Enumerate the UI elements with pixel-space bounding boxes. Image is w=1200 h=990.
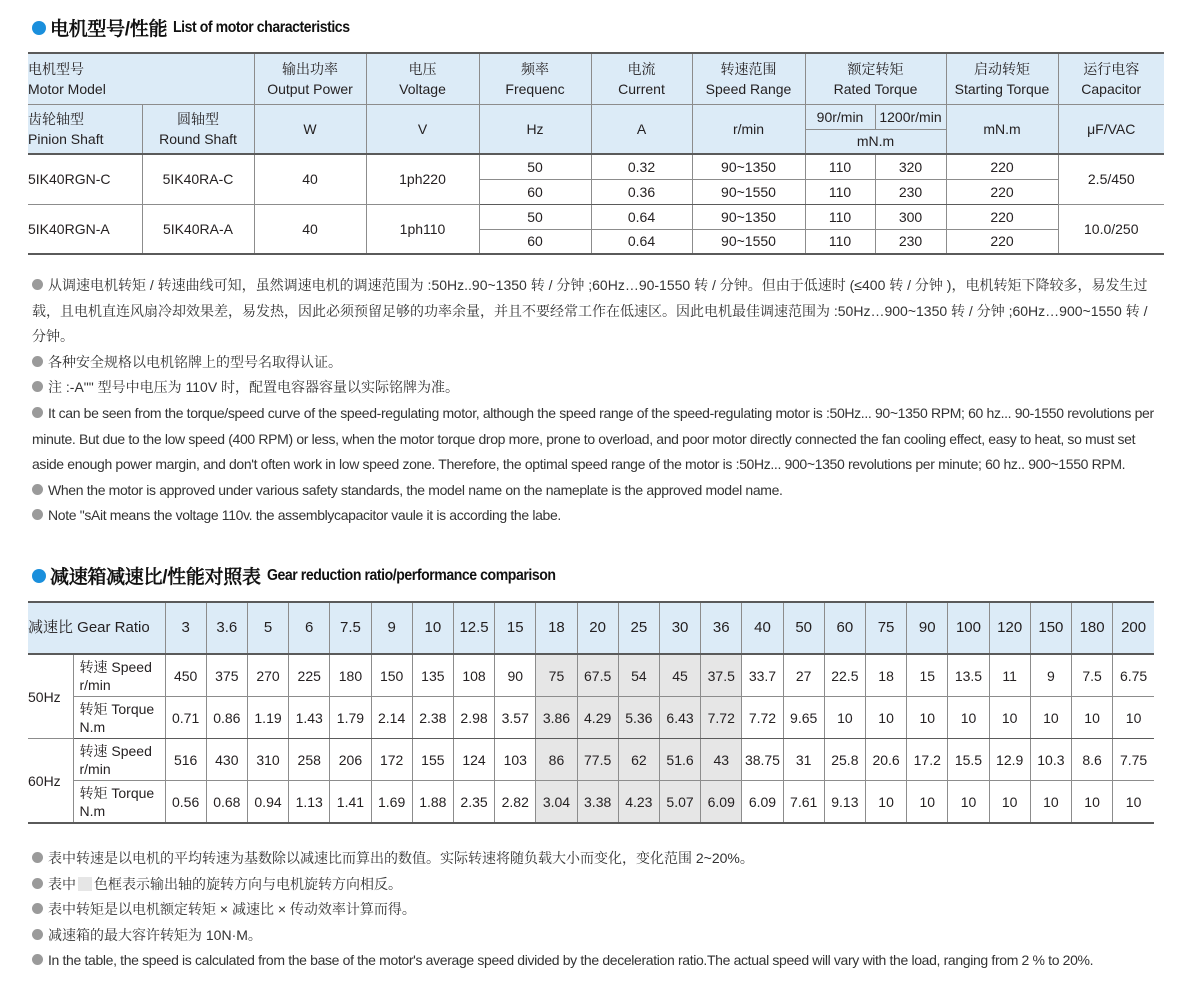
gear-torque-value: 7.72 — [742, 697, 783, 739]
bullet-icon — [32, 381, 43, 392]
header-label-cn: 启动转矩 — [974, 60, 1030, 77]
unit-voltage: V — [366, 104, 479, 154]
gear-speed-value: 258 — [289, 739, 330, 781]
gear-torque-value: 3.38 — [577, 781, 618, 824]
gear-ratio-value: 3 — [165, 602, 206, 654]
note-text: In the table, the speed is calculated from the base of the motor's average speed divided by the deceleration ratio.The actual speed will vary with the load, ranging from 2 % to 20%. — [48, 952, 1094, 969]
header-label-en: Current — [618, 80, 665, 97]
frequency: 50 — [479, 154, 591, 179]
header-row-1 — [28, 53, 1164, 104]
gear-note-5 — [32, 948, 1162, 974]
gear-ratio-value: 30 — [659, 602, 700, 654]
gear-torque-value: 1.69 — [371, 781, 412, 824]
bullet-icon — [32, 852, 43, 863]
gear-speed-value: 8.6 — [1071, 739, 1112, 781]
current: 0.64 — [591, 204, 692, 229]
gear-speed-value: 15.5 — [948, 739, 989, 781]
gear-speed-value: 7.75 — [1113, 739, 1154, 781]
gear-torque-value: 1.88 — [412, 781, 453, 824]
starting-torque: 220 — [946, 229, 1058, 254]
speed-range: 90~1550 — [692, 179, 805, 204]
gear-speed-value: 38.75 — [742, 739, 783, 781]
gear-ratio-value: 120 — [989, 602, 1030, 654]
blue-bullet-icon — [32, 21, 46, 35]
motor-notes — [32, 273, 1162, 529]
round-shaft-model: 5IK40RA-A — [142, 204, 254, 254]
gear-ratio-value: 200 — [1113, 602, 1154, 654]
blue-bullet-icon — [32, 569, 46, 583]
gear-torque-value: 0.68 — [206, 781, 247, 824]
rated-torque-90: 110 — [805, 204, 875, 229]
note-cn-1 — [32, 273, 1162, 350]
section-title-en: List of motor characteristics — [173, 18, 350, 36]
unit-capacitor: μF/VAC — [1058, 104, 1164, 154]
gear-torque-value: 1.13 — [289, 781, 330, 824]
capacitor: 2.5/450 — [1058, 154, 1164, 204]
rated-torque-1200: 230 — [875, 179, 946, 204]
gear-ratio-value: 150 — [1030, 602, 1071, 654]
gear-torque-value: 0.56 — [165, 781, 206, 824]
gear-speed-value: 75 — [536, 654, 577, 697]
voltage: 1ph220 — [366, 154, 479, 204]
gear-speed-value: 155 — [412, 739, 453, 781]
starting-torque: 220 — [946, 154, 1058, 179]
gear-ratio-header-row — [28, 602, 1154, 654]
header-round-shaft — [142, 104, 254, 154]
frequency: 60 — [479, 179, 591, 204]
gear-torque-value: 3.57 — [495, 697, 536, 739]
gear-ratio-value: 50 — [783, 602, 824, 654]
unit-rated-torque: mN.m — [805, 129, 946, 154]
gear-torque-value: 0.71 — [165, 697, 206, 739]
bullet-icon — [32, 929, 43, 940]
header-rated-torque — [805, 53, 946, 104]
speed-unit-text: r/min — [79, 760, 111, 777]
gear-ratio-value: 3.6 — [206, 602, 247, 654]
gear-torque-row — [28, 697, 1154, 739]
speed-range: 90~1550 — [692, 229, 805, 254]
note-text: 表中转速是以电机的平均转速为基数除以减速比而算出的数值。实际转速将随负载大小而变化，变化范围 2~20%。 — [48, 850, 754, 866]
frequency: 60 — [479, 229, 591, 254]
unit-power: W — [254, 104, 366, 154]
header-label-en: Speed Range — [705, 80, 792, 97]
gear-speed-value: 11 — [989, 654, 1030, 697]
note-text: 各种安全规格以电机铭牌上的型号名取得认证。 — [48, 353, 342, 370]
gear-speed-value: 77.5 — [577, 739, 618, 781]
gear-torque-value: 10 — [865, 781, 906, 824]
gear-speed-value: 90 — [495, 654, 536, 697]
gear-speed-value: 375 — [206, 654, 247, 697]
gear-ratio-value: 18 — [536, 602, 577, 654]
voltage: 1ph110 — [366, 204, 479, 254]
gear-torque-value: 10 — [1030, 697, 1071, 739]
gear-speed-value: 103 — [495, 739, 536, 781]
gear-torque-value: 6.09 — [701, 781, 742, 824]
gear-torque-value: 0.86 — [206, 697, 247, 739]
torque-label-text: 转矩 Torque — [79, 700, 155, 717]
header-label-cn: 运行电容 — [1083, 60, 1140, 77]
section-title-motor-characteristics — [32, 14, 374, 41]
gear-ratio-value: 5 — [247, 602, 288, 654]
gear-torque-value: 2.82 — [495, 781, 536, 824]
pinion-shaft-model: 5IK40RGN-C — [28, 154, 142, 204]
gear-ratio-value: 9 — [371, 602, 412, 654]
gear-ratio-value: 6 — [289, 602, 330, 654]
torque-unit-text: N.m — [79, 718, 106, 735]
gear-torque-value: 10 — [948, 697, 989, 739]
torque-label-text: 转矩 Torque — [79, 784, 155, 801]
gear-speed-value: 54 — [618, 654, 659, 697]
gear-speed-value: 135 — [412, 654, 453, 697]
gear-torque-value: 3.04 — [536, 781, 577, 824]
section-title-gear-ratio — [32, 562, 595, 589]
gear-speed-value: 124 — [453, 739, 494, 781]
header-label-en: Pinion Shaft — [28, 130, 104, 147]
gear-torque-value: 3.86 — [536, 697, 577, 739]
header-label-en: Capacitor — [1081, 80, 1142, 97]
gear-torque-row — [28, 781, 1154, 824]
current: 0.36 — [591, 179, 692, 204]
header-label-cn: 电压 — [408, 60, 437, 77]
gear-speed-value: 430 — [206, 739, 247, 781]
gear-speed-value: 108 — [453, 654, 494, 697]
gear-torque-value: 10 — [989, 697, 1030, 739]
pinion-shaft-model: 5IK40RGN-A — [28, 204, 142, 254]
header-capacitor — [1058, 53, 1164, 104]
speed-unit-text: r/min — [79, 676, 111, 693]
gear-speed-value: 225 — [289, 654, 330, 697]
unit-frequency: Hz — [479, 104, 591, 154]
header-label-cn: 输出功率 — [282, 60, 338, 77]
gear-ratio-value: 180 — [1071, 602, 1112, 654]
motor-characteristics-table — [28, 52, 1164, 255]
starting-torque: 220 — [946, 204, 1058, 229]
torque-unit-text: N.m — [79, 802, 106, 819]
gear-torque-value: 10 — [1071, 697, 1112, 739]
motor-row — [28, 154, 1164, 179]
gear-torque-value: 10 — [1113, 697, 1154, 739]
gear-torque-value: 10 — [989, 781, 1030, 824]
unit-starting-torque: mN.m — [946, 104, 1058, 154]
gear-ratio-label: 减速比 Gear Ratio — [28, 602, 165, 654]
gear-speed-value: 172 — [371, 739, 412, 781]
speed-label — [73, 654, 165, 697]
gear-note-4 — [32, 923, 1162, 949]
round-shaft-model: 5IK40RA-C — [142, 154, 254, 204]
gear-note-1 — [32, 846, 1162, 872]
rated-torque-1200: 320 — [875, 154, 946, 179]
gear-speed-value: 18 — [865, 654, 906, 697]
motor-row — [28, 204, 1164, 229]
gear-speed-value: 9 — [1030, 654, 1071, 697]
note-text: 表中转矩是以电机额定转矩 × 减速比 × 传动效率计算而得。 — [48, 901, 416, 918]
gear-speed-value: 6.75 — [1113, 654, 1154, 697]
gear-speed-value: 33.7 — [742, 654, 783, 697]
gear-torque-value: 4.23 — [618, 781, 659, 824]
gear-torque-value: 1.19 — [247, 697, 288, 739]
gear-torque-value: 10 — [824, 697, 865, 739]
header-label-en: Starting Torque — [954, 80, 1050, 97]
gear-speed-value: 22.5 — [824, 654, 865, 697]
gear-table-body — [28, 602, 1154, 823]
note-text: 注 :-A"" 型号中电压为 110V 时，配置电容器容量以实际铭牌为准。 — [48, 379, 460, 396]
gear-speed-row — [28, 739, 1154, 781]
gear-ratio-value: 20 — [577, 602, 618, 654]
gear-torque-value: 10 — [948, 781, 989, 824]
header-motor-model — [28, 53, 254, 104]
header-label-cn: 电机型号 — [28, 60, 84, 77]
gear-ratio-value: 10 — [412, 602, 453, 654]
gear-speed-value: 180 — [330, 654, 371, 697]
gear-torque-value: 9.65 — [783, 697, 824, 739]
gear-ratio-value: 40 — [742, 602, 783, 654]
bullet-icon — [32, 484, 43, 495]
gear-ratio-value: 90 — [907, 602, 948, 654]
gear-torque-value: 6.43 — [659, 697, 700, 739]
bullet-icon — [32, 407, 43, 418]
note-text: 表中 — [48, 875, 76, 892]
gear-speed-value: 31 — [783, 739, 824, 781]
speed-label-text: 转速 Speed — [79, 742, 152, 759]
header-voltage — [366, 53, 479, 104]
gear-ratio-value: 75 — [865, 602, 906, 654]
bullet-icon — [32, 279, 43, 290]
header-label-en: Output Power — [267, 80, 353, 97]
header-label-en: Rated Torque — [833, 80, 918, 97]
gear-ratio-value: 100 — [948, 602, 989, 654]
gear-torque-value: 2.35 — [453, 781, 494, 824]
gear-torque-value: 4.29 — [577, 697, 618, 739]
gear-speed-value: 20.6 — [865, 739, 906, 781]
unit-speed: r/min — [692, 104, 805, 154]
rated-torque-90: 90r/min — [805, 104, 875, 129]
header-starting-torque — [946, 53, 1058, 104]
torque-label — [73, 781, 165, 824]
bullet-icon — [32, 878, 43, 889]
gear-speed-value: 7.5 — [1071, 654, 1112, 697]
current: 0.32 — [591, 154, 692, 179]
gear-ratio-table — [28, 601, 1154, 824]
bullet-icon — [32, 903, 43, 914]
gear-torque-value: 10 — [1113, 781, 1154, 824]
motor-table-body — [28, 154, 1164, 254]
gear-torque-value: 7.61 — [783, 781, 824, 824]
gear-speed-value: 150 — [371, 654, 412, 697]
speed-range: 90~1350 — [692, 204, 805, 229]
header-label-cn: 频率 — [521, 60, 549, 77]
gear-speed-value: 13.5 — [948, 654, 989, 697]
header-output-power — [254, 53, 366, 104]
gear-speed-value: 206 — [330, 739, 371, 781]
output-power: 40 — [254, 204, 366, 254]
frequency: 50 — [479, 204, 591, 229]
gear-speed-value: 27 — [783, 654, 824, 697]
gear-torque-value: 2.98 — [453, 697, 494, 739]
gear-speed-value: 86 — [536, 739, 577, 781]
rated-torque-90: 110 — [805, 179, 875, 204]
gear-torque-value: 7.72 — [701, 697, 742, 739]
gear-ratio-value: 25 — [618, 602, 659, 654]
bullet-icon — [32, 954, 43, 965]
header-label-cn: 圆轴型 — [177, 110, 219, 127]
current: 0.64 — [591, 229, 692, 254]
gear-torque-value: 10 — [1030, 781, 1071, 824]
gear-speed-value: 270 — [247, 654, 288, 697]
gear-speed-value: 17.2 — [907, 739, 948, 781]
header-label-cn: 电流 — [627, 60, 656, 77]
note-text: It can be seen from the torque/speed curve of the speed-regulating motor, although the speed range of the speed-regulating motor is :50Hz... 90~1350 RPM; 60 hz... 90-1550 revolutions per minute. But due to the low speed (400 RPM) or less, when the motor torque drop more, prone to overload, and poor motor directly connected the fan cooling effect, easy to heat, so must set aside enough power margin, and don't often work in low speed zone. Therefore, the optimal speed range of the motor is :50Hz... 900~1350 revolutions per minute; 60 hz.. 900~1550 RPM. — [32, 404, 1154, 473]
torque-label — [73, 697, 165, 739]
speed-label — [73, 739, 165, 781]
gear-speed-value: 10.3 — [1030, 739, 1071, 781]
gear-torque-value: 6.09 — [742, 781, 783, 824]
gear-torque-value: 1.41 — [330, 781, 371, 824]
gear-torque-value: 5.36 — [618, 697, 659, 739]
header-label-en: Round Shaft — [159, 130, 237, 147]
header-row-2 — [28, 104, 1164, 129]
gear-speed-row — [28, 654, 1154, 697]
starting-torque: 220 — [946, 179, 1058, 204]
gear-speed-value: 43 — [701, 739, 742, 781]
note-en-1 — [32, 401, 1162, 478]
gear-speed-value: 516 — [165, 739, 206, 781]
gear-torque-value: 10 — [907, 781, 948, 824]
bullet-icon — [32, 509, 43, 520]
section-title-cn: 减速箱减速比/性能对照表 — [50, 567, 261, 588]
note-text: Note "sAit means the voltage 110v. the assemblycapacitor vaule it is according the labe. — [48, 507, 561, 524]
speed-range: 90~1350 — [692, 154, 805, 179]
note-text: 从调速电机转矩 / 转速曲线可知，虽然调速电机的调速范围为 :50Hz..90~1350 转 / 分钟 ;60Hz…90-1550 转 / 分钟。但由于低速时 (≤400 转 / 分钟 )，电机转矩下降较多，易发生过载，且电机直连风扇冷却效果差，易发热，因此必须预留足够的功率余量，并且不要经常工作在低速区。因此电机最佳调速范围为 :50Hz…900~1350 转 / 分钟 ;60Hz…900~1550 转 / 分钟。 — [32, 277, 1148, 345]
gear-speed-value: 45 — [659, 654, 700, 697]
section-title-en: Gear reduction ratio/performance comparison — [266, 566, 556, 584]
unit-current: A — [591, 104, 692, 154]
note-en-3 — [32, 503, 1162, 529]
gear-torque-value: 1.43 — [289, 697, 330, 739]
note-cn-3 — [32, 375, 1162, 401]
note-cn-2 — [32, 350, 1162, 376]
header-label-en: Frequenc — [505, 80, 565, 97]
gear-ratio-value: 60 — [824, 602, 865, 654]
header-label-en: Motor Model — [28, 80, 106, 97]
gear-torque-value: 1.79 — [330, 697, 371, 739]
capacitor: 10.0/250 — [1058, 204, 1164, 254]
gear-note-3 — [32, 897, 1162, 923]
gear-speed-value: 12.9 — [989, 739, 1030, 781]
gear-speed-value: 37.5 — [701, 654, 742, 697]
gear-notes — [32, 846, 1162, 974]
note-en-2 — [32, 478, 1162, 504]
gear-speed-value: 310 — [247, 739, 288, 781]
gear-note-2 — [32, 872, 1162, 898]
rated-torque-90: 110 — [805, 229, 875, 254]
gear-ratio-value: 7.5 — [330, 602, 371, 654]
gear-torque-value: 10 — [865, 697, 906, 739]
bullet-icon — [32, 356, 43, 367]
speed-label-text: 转速 Speed — [79, 658, 152, 675]
gear-torque-value: 9.13 — [824, 781, 865, 824]
frequency-label: 60Hz — [28, 739, 73, 824]
gear-speed-value: 62 — [618, 739, 659, 781]
rated-torque-1200: 230 — [875, 229, 946, 254]
gear-ratio-value: 36 — [701, 602, 742, 654]
header-current — [591, 53, 692, 104]
gear-torque-value: 10 — [1071, 781, 1112, 824]
header-label-en: Voltage — [399, 80, 446, 97]
note-text: 色框表示输出轴的旋转方向与电机旋转方向相反。 — [94, 875, 402, 892]
rated-torque-90: 110 — [805, 154, 875, 179]
gear-torque-value: 10 — [907, 697, 948, 739]
shade-swatch-icon — [78, 877, 92, 891]
header-frequency — [479, 53, 591, 104]
rated-torque-1200: 1200r/min — [875, 104, 946, 129]
frequency-label: 50Hz — [28, 654, 73, 739]
gear-torque-value: 2.14 — [371, 697, 412, 739]
gear-torque-value: 2.38 — [412, 697, 453, 739]
gear-ratio-value: 12.5 — [453, 602, 494, 654]
header-pinion-shaft — [28, 104, 142, 154]
gear-speed-value: 51.6 — [659, 739, 700, 781]
header-label-cn: 齿轮轴型 — [28, 110, 84, 127]
header-label-cn: 转速范围 — [720, 60, 777, 77]
gear-torque-value: 5.07 — [659, 781, 700, 824]
gear-torque-value: 0.94 — [247, 781, 288, 824]
gear-speed-value: 67.5 — [577, 654, 618, 697]
output-power: 40 — [254, 154, 366, 204]
note-text: 减速箱的最大容许转矩为 10N·M。 — [48, 926, 262, 943]
gear-speed-value: 450 — [165, 654, 206, 697]
gear-speed-value: 15 — [907, 654, 948, 697]
gear-speed-value: 25.8 — [824, 739, 865, 781]
rated-torque-1200: 300 — [875, 204, 946, 229]
note-text: When the motor is approved under various safety standards, the model name on the nameplate is the approved model name. — [48, 481, 783, 498]
header-label-cn: 额定转矩 — [847, 60, 904, 77]
gear-ratio-value: 15 — [495, 602, 536, 654]
header-speed-range — [692, 53, 805, 104]
section-title-cn: 电机型号/性能 — [50, 19, 168, 40]
